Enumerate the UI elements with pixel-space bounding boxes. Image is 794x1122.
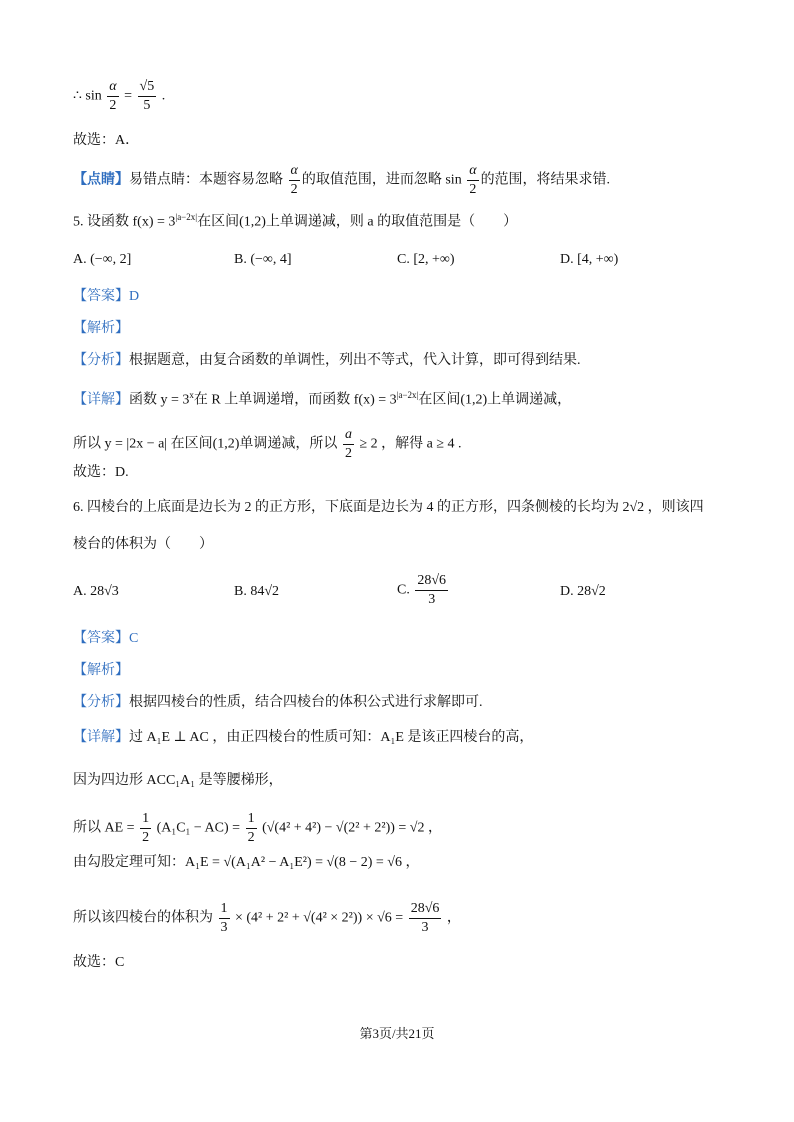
q6-stem-line2: 棱台的体积为（ ）: [73, 537, 213, 552]
fraction-a-over-2: $\frac{a}{2}$: [344, 427, 352, 461]
formula-prefix: ∴ sin: [73, 88, 102, 104]
q6-xiangjie-line4: 由勾股定理可知：A₁E = √(A₁A² − A₁E²) = √(8 − 2) = √6 ，: [73, 855, 420, 870]
fraction-1-over-2: $\frac{1}{2}$: [142, 811, 150, 845]
fraction-sqrt5-over-5: $\frac{√5}{5}$: [139, 79, 155, 113]
q6-stem-line1: 6. 四棱台的上底面是边长为 2 的正方形，下底面是边长为 4 的正方形，四条侧棱的长均为 2√2 ，则该四: [73, 500, 704, 515]
q6-option-d: D. 28√2: [560, 584, 606, 599]
q6-xiangjie-line2: 因为四边形 ACC₁A₁ 是等腰梯形，: [73, 773, 283, 788]
q6-fenxi: 【分析】根据四棱台的性质，结合四棱台的体积公式进行求解即可.: [73, 695, 483, 710]
q5-xiangjie-line1: 【详解】函数 $y = 3^x$在 R 上单调递增，而函数 $f(x) = 3^{|a-2x|}$在区间(1,2)上单调递减，: [73, 390, 572, 408]
q6-jiexi-label: 【解析】: [73, 663, 129, 678]
q5-final: 故选：D.: [73, 465, 129, 480]
fraction-28sqrt6-over-3: $\frac{28√6}{3}$: [410, 901, 440, 935]
answer-line-A: 故选：A．: [73, 133, 140, 148]
fraction-alpha-over-2: $\frac{\alpha}{2}$: [290, 163, 298, 197]
q5-option-d: D. [4, +∞): [560, 252, 619, 267]
page-footer: 第3页/共21页: [359, 1026, 435, 1041]
q5-fenxi: 【分析】根据题意，由复合函数的单调性，列出不等式，代入计算，即可得到结果.: [73, 353, 581, 368]
q6-option-c: C. $\frac{28√6}{3}$: [397, 573, 447, 607]
q6-xiangjie-line3: 所以 AE = $\frac{1}{2}$ (A₁C₁ − AC) = $\frac{1}{2}$ (√(4² + 4²) − √(2² + 2²)) = √2 ，: [73, 811, 442, 845]
fraction-1-over-2: $\frac{1}{2}$: [247, 811, 255, 845]
q6-final: 故选：C: [73, 955, 125, 970]
q5-xiangjie-line2: 所以 y = |2x − a| 在区间(1,2)单调递减，所以 $\frac{a}{2}$ ≥ 2 ，解得 a ≥ 4 .: [73, 427, 462, 461]
fraction-28sqrt6-over-3: $\frac{28√6}{3}$: [417, 573, 447, 607]
q6-option-a: A. 28√3: [73, 584, 119, 599]
q5-option-c: C. [2, +∞): [397, 252, 455, 267]
formula-sin-half-alpha: ∴ sin $\frac{\alpha}{2}$ = $\frac{√5}{5}$ .: [73, 79, 166, 113]
q5-option-b: B. (−∞, 4]: [234, 252, 292, 267]
q5-answer: 【答案】D: [73, 289, 140, 304]
q6-option-b: B. 84√2: [234, 584, 280, 599]
fraction-1-over-3: $\frac{1}{3}$: [220, 901, 228, 935]
q6-answer: 【答案】C: [73, 631, 139, 646]
q6-xiangjie-line5: 所以该四棱台的体积为 $\frac{1}{3}$ × (4² + 2² + √(4² × 2²)) × √6 = $\frac{28√6}{3}$ ，: [73, 901, 461, 935]
q5-jiexi-label: 【解析】: [73, 321, 129, 336]
dianjing-tag: 【点睛】: [73, 172, 129, 188]
fraction-alpha-over-2: $\frac{\alpha}{2}$: [469, 163, 477, 197]
q6-xiangjie-line1: 【详解】过 A₁E ⊥ AC ，由正四棱台的性质可知：A₁E 是该正四棱台的高，: [73, 730, 534, 745]
dianjing-note: 【点睛】易错点睛：本题容易忽略 $\frac{\alpha}{2}$ 的取值范围，进而忽略 sin $\frac{\alpha}{2}$ 的范围，将结果求错.: [73, 163, 611, 197]
fraction-alpha-over-2: $\frac{\alpha}{2}$: [109, 79, 117, 113]
q5-stem: 5. 设函数 $f(x) = 3^{|a-2x|}$在区间(1,2)上单调递减，则 a 的取值范围是（ ）: [73, 212, 518, 230]
q5-option-a: A. (−∞, 2]: [73, 252, 132, 267]
